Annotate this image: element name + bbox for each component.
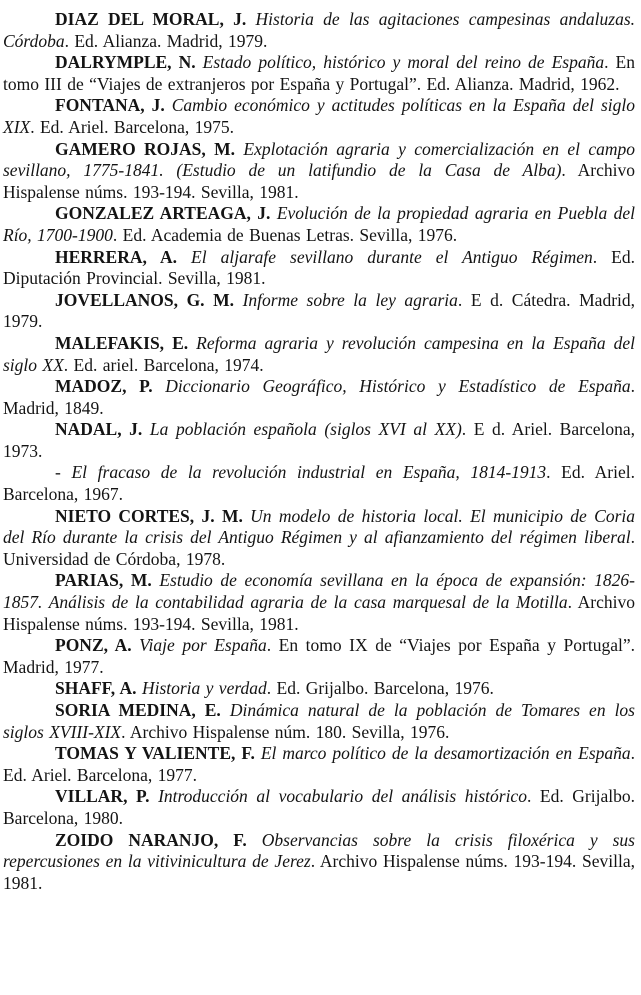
entry-author: SORIA MEDINA, E. (55, 700, 230, 720)
bibliography-entry (3, 203, 635, 246)
entry-author: PARIAS, M. (55, 570, 160, 591)
bibliography-entry (3, 830, 635, 895)
entry-title: Viaje por España (139, 635, 267, 656)
bibliography-entry (3, 570, 635, 635)
entry-publication: . Ed. Ariel. Barcelona, 1967. (3, 462, 635, 505)
bibliography-entry (3, 700, 635, 743)
entry-title: El aljarafe sevillano durante el Antiguo Régimen (191, 246, 593, 267)
entry-title: Introducción al vocabulario del análisis histórico (158, 786, 527, 807)
entry-publication: . Ed. Ariel. Barcelona, 1977. (3, 743, 635, 785)
entry-publication: . Ed. Diputación Provincial. Sevilla, 1981. (3, 246, 635, 289)
entry-title: Estudio de economía sevillana en la época de expansión: 1826-1857. Análisis de la contabilidad agraria de la casa marquesal de la Motilla (3, 570, 635, 613)
entry-publication: . Archivo Hispalense núms. 193-194. Sevilla, 1981. (3, 592, 635, 634)
entry-title: El marco político de la desamortización en España (260, 743, 631, 764)
entry-publication: . Ed. Academia de Buenas Letras. Sevilla, 1976. (112, 224, 458, 245)
entry-author: TOMAS Y VALIENTE, F. (55, 743, 261, 764)
entry-author: PONZ, A. (55, 635, 140, 656)
entry-author: MALEFAKIS, E. (55, 332, 197, 353)
entry-author: GONZALEZ ARTEAGA, J. (55, 203, 277, 224)
entry-title: La población española (siglos XVI al XX) (149, 419, 462, 440)
entry-title: Observancias sobre la crisis filoxérica y sus repercusiones en la vitivinicultura de Jerez (3, 829, 635, 872)
entry-publication: . Ed. Alianza. Madrid, 1979. (64, 30, 268, 51)
entry-author: GAMERO ROJAS, M. (55, 138, 244, 159)
bibliography-entry (3, 376, 635, 419)
entry-publication: . Madrid, 1849. (3, 376, 635, 418)
bibliography-entry (3, 419, 635, 462)
entry-title: Historia y verdad (141, 678, 267, 699)
entry-title: Evolución de la propiedad agraria en Puebla del Río, 1700-1900 (3, 203, 635, 245)
bibliography-entry (3, 290, 635, 333)
bibliography-entry (3, 506, 635, 571)
entry-author: NIETO CORTES, J. M. (55, 505, 251, 526)
entry-title: Dinámica natural de la población de Tomares en los siglos XVIII-XIX (3, 700, 635, 742)
bibliography-entry (3, 139, 635, 204)
entry-author: MADOZ, P. (55, 376, 166, 397)
entry-publication: - (55, 462, 72, 483)
bibliography-entry (3, 462, 635, 505)
entry-author: DIAZ DEL MORAL, J. (55, 9, 256, 29)
entry-title: Cambio económico y actitudes políticas en la España del siglo XIX (3, 95, 635, 137)
entry-publication: . Ed. Grijalbo. Barcelona, 1980. (3, 786, 635, 828)
entry-publication: . Archivo Hispalense núm. 180. Sevilla, 1976. (121, 721, 450, 742)
bibliography-entry (3, 52, 635, 95)
entry-author: ZOIDO NARANJO, F. (55, 829, 262, 850)
entry-title: Estado político, histórico y moral del reino de España (202, 52, 605, 73)
bibliography-entry (3, 9, 635, 52)
entry-publication: . Ed. Ariel. Barcelona, 1975. (30, 116, 234, 137)
entry-author: JOVELLANOS, G. M. (55, 289, 243, 310)
entry-publication: . En tomo III de “Viajes de extranjeros por España y Portugal”. Ed. Alianza. Madrid, 1962. (3, 52, 635, 94)
entry-title: Historia de las agitaciones campesinas andaluzas. Córdoba (3, 9, 636, 51)
bibliography-entry (3, 635, 635, 678)
entry-publication: . Ed. Grijalbo. Barcelona, 1976. (266, 678, 494, 699)
entry-author: SHAFF, A. (55, 678, 142, 699)
entry-author: NADAL, J. (55, 419, 150, 440)
entry-author: VILLAR, P. (55, 786, 159, 807)
entry-author: FONTANA, J. (55, 95, 172, 116)
entry-publication: . En tomo IX de “Viajes por España y Portugal”. Madrid, 1977. (3, 635, 635, 677)
entry-publication: . Ed. ariel. Barcelona, 1974. (63, 354, 264, 375)
entry-title: Reforma agraria y revolución campesina en la España del siglo XX (3, 332, 635, 375)
entry-publication: . E d. Cátedra. Madrid, 1979. (3, 289, 636, 332)
entry-author: HERRERA, A. (55, 246, 192, 267)
bibliography-entry (3, 247, 635, 290)
entry-publication: . Universidad de Córdoba, 1978. (3, 527, 635, 569)
bibliography-entry (3, 743, 635, 786)
entry-author: DALRYMPLE, N. (55, 52, 203, 73)
bibliography-entry (3, 333, 635, 376)
bibliography-list (3, 9, 635, 894)
entry-title: El fracaso de la revolución industrial en España, 1814-1913 (71, 462, 547, 483)
entry-title: Informe sobre la ley agraria (242, 289, 458, 310)
bibliography-entry (3, 678, 635, 700)
bibliography-entry (3, 95, 635, 138)
entry-title: Explotación agraria y comercialización en el campo sevillano, 1775-1841. (Estudio de un latifundio de la Casa de Alba) (3, 138, 635, 181)
entry-title: Un modelo de historia local. El municipio de Coria del Río durante la crisis del Antiguo Régimen y al afianzamiento del régimen liberal (3, 505, 635, 548)
entry-publication: . Archivo Hispalense núms. 193-194. Sevilla, 1981. (3, 160, 635, 202)
entry-title: Diccionario Geográfico, Histórico y Estadístico de España (165, 376, 631, 397)
entry-publication: . Archivo Hispalense núms. 193-194. Sevilla, 1981. (3, 851, 635, 893)
bibliography-entry (3, 786, 635, 829)
entry-publication: . E d. Ariel. Barcelona, 1973. (3, 419, 635, 461)
